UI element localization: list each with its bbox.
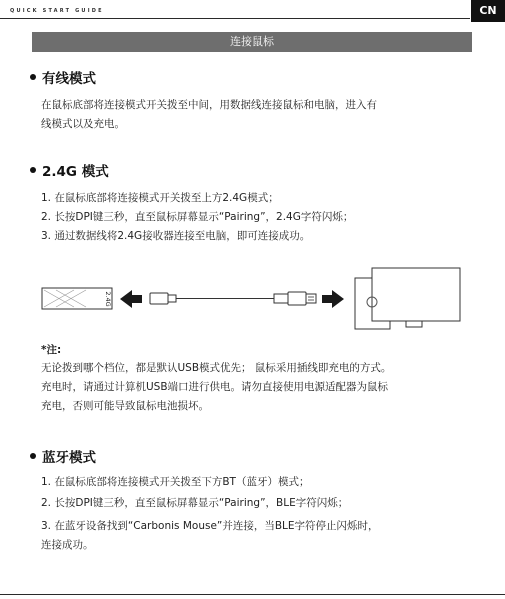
language-badge: CN (471, 0, 505, 22)
header-divider (0, 18, 470, 19)
g24-heading (30, 160, 109, 180)
g24-step: 3. 通过数据线将2.4G接收器连接至电脑，即可连接成功。 (41, 230, 311, 242)
arrow-right-icon (322, 290, 344, 308)
receiver-icon (42, 288, 112, 309)
wired-heading (30, 67, 96, 87)
bt-step: 连接成功。 (41, 539, 94, 551)
note-line: 无论拨到哪个档位，都是默认USB模式优先； 鼠标采用插线即充电的方式。 (41, 362, 392, 374)
usb-cable-icon (150, 292, 316, 305)
bullet-icon (30, 167, 36, 173)
g24-steps (41, 189, 353, 246)
bt-step: 2. 长按DPI键三秒，直至鼠标屏幕显示“Pairing”，BLE字符闪烁； (41, 497, 349, 509)
note-line: 充电时，请通过计算机USB端口进行供电。请勿直接使用电源适配器为鼠标 (41, 381, 389, 393)
receiver-label: 2.4G (104, 291, 112, 307)
note-title: *注: (41, 344, 62, 356)
bullet-icon (30, 74, 36, 80)
connection-illustration (36, 262, 466, 334)
g24-step: 2. 长按DPI键三秒，直至鼠标屏幕显示“Pairing”，2.4G字符闪烁； (41, 211, 354, 223)
wired-paragraph (41, 96, 377, 134)
note-paragraph (41, 359, 391, 416)
guide-label: QUICK START GUIDE (10, 8, 104, 14)
footer-divider (0, 594, 505, 595)
wired-heading-text: 有线模式 (42, 71, 96, 87)
g24-heading-text: 2.4G 模式 (42, 164, 109, 180)
section-banner: 连接鼠标 (32, 32, 472, 52)
bt-heading-text: 蓝牙模式 (42, 450, 96, 466)
wired-line: 线模式以及充电。 (41, 118, 125, 130)
bullet-icon (30, 453, 36, 459)
bt-steps (41, 473, 379, 555)
note-line: 充电，否则可能导致鼠标电池损坏。 (41, 400, 209, 412)
arrow-left-icon (120, 290, 142, 308)
wired-line: 在鼠标底部将连接模式开关拨至中间，用数据线连接鼠标和电脑，进入有 (41, 99, 377, 111)
bt-step: 3. 在蓝牙设备找到“Carbonis Mouse”并连接，当BLE字符停止闪烁时， (41, 520, 379, 532)
computer-icon (355, 268, 460, 329)
g24-step: 1. 在鼠标底部将连接模式开关拨至上方2.4G模式； (41, 192, 279, 204)
bt-step: 1. 在鼠标底部将连接模式开关拨至下方BT（蓝牙）模式； (41, 476, 310, 488)
bt-heading (30, 446, 96, 466)
